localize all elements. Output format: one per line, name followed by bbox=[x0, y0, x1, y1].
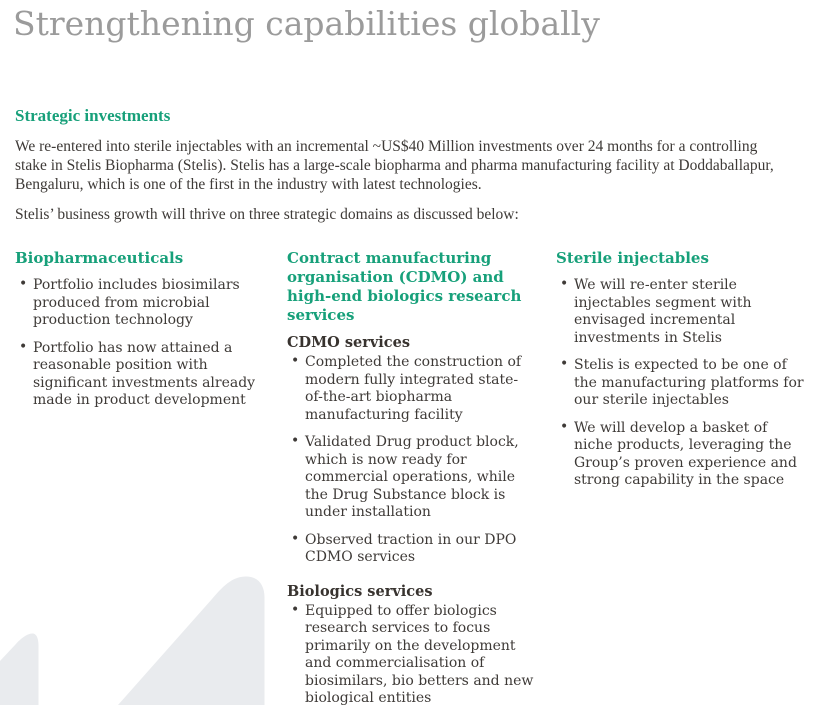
strategic-investments-section bbox=[15, 106, 790, 224]
column-sterile-injectables bbox=[556, 249, 804, 705]
strategic-investments-heading: Strategic investments bbox=[15, 106, 171, 125]
column-biopharmaceuticals bbox=[15, 249, 263, 705]
biologics-services-group bbox=[287, 583, 535, 705]
column-cdmo-biologics bbox=[287, 249, 535, 705]
strategic-domains-columns bbox=[15, 249, 804, 705]
strategic-domains-note: Stelis’ business growth will thrive on three strategic domains as discussed below: bbox=[15, 206, 519, 223]
biopharmaceuticals-bullet-list bbox=[15, 277, 263, 410]
bullet-item: • We will re-enter sterile injectables segment with envisaged incremental investments in Stelis bbox=[556, 277, 804, 347]
biologics-services-subheading: Biologics services bbox=[287, 582, 433, 600]
biologics-services-bullet-list bbox=[287, 603, 535, 705]
bullet-item: • We will develop a basket of niche products, leveraging the Group’s proven experience and strong capability in the space bbox=[556, 420, 804, 490]
strategic-intro-paragraph: We re-entered into sterile injectables with an incremental ~US$40 Million investments over 24 months for a controlling stake in Stelis Biopharma (Stelis). Stelis has a large-scale biopharma and pharma manufacturing facility at Doddaballapur, Bengaluru, which is one of the first in the industry with latest technologies. bbox=[15, 138, 774, 193]
bullet-item: • Completed the construction of modern fully integrated state-of-the-art biopharma manufacturing facility bbox=[287, 354, 535, 424]
bullet-item: • Observed traction in our DPO CDMO services bbox=[287, 532, 535, 567]
sterile-injectables-heading: Sterile injectables bbox=[556, 249, 709, 267]
cdmo-services-group bbox=[287, 334, 535, 567]
cdmo-services-bullet-list bbox=[287, 354, 535, 567]
biopharmaceuticals-heading: Biopharmaceuticals bbox=[15, 249, 184, 267]
bullet-item: • Validated Drug product block, which is now ready for commercial operations, while the Drug Substance block is under installation bbox=[287, 434, 535, 522]
bullet-item: • Portfolio has now attained a reasonable position with significant investments already made in product development bbox=[15, 340, 263, 410]
sterile-injectables-bullet-list bbox=[556, 277, 804, 490]
cdmo-biologics-heading: Contract manufacturing organisation (CDMO) and high-end biologics research services bbox=[287, 249, 522, 324]
bullet-item: • Portfolio includes biosimilars produced from microbial production technology bbox=[15, 277, 263, 330]
cdmo-services-subheading: CDMO services bbox=[287, 334, 411, 351]
bullet-item: • Equipped to offer biologics research services to focus primarily on the development and commercialisation of biosimilars, bio betters and new biological entities bbox=[287, 603, 535, 705]
page-title: Strengthening capabilities globally bbox=[13, 4, 600, 43]
bullet-item: • Stelis is expected to be one of the manufacturing platforms for our sterile injectables bbox=[556, 357, 804, 410]
